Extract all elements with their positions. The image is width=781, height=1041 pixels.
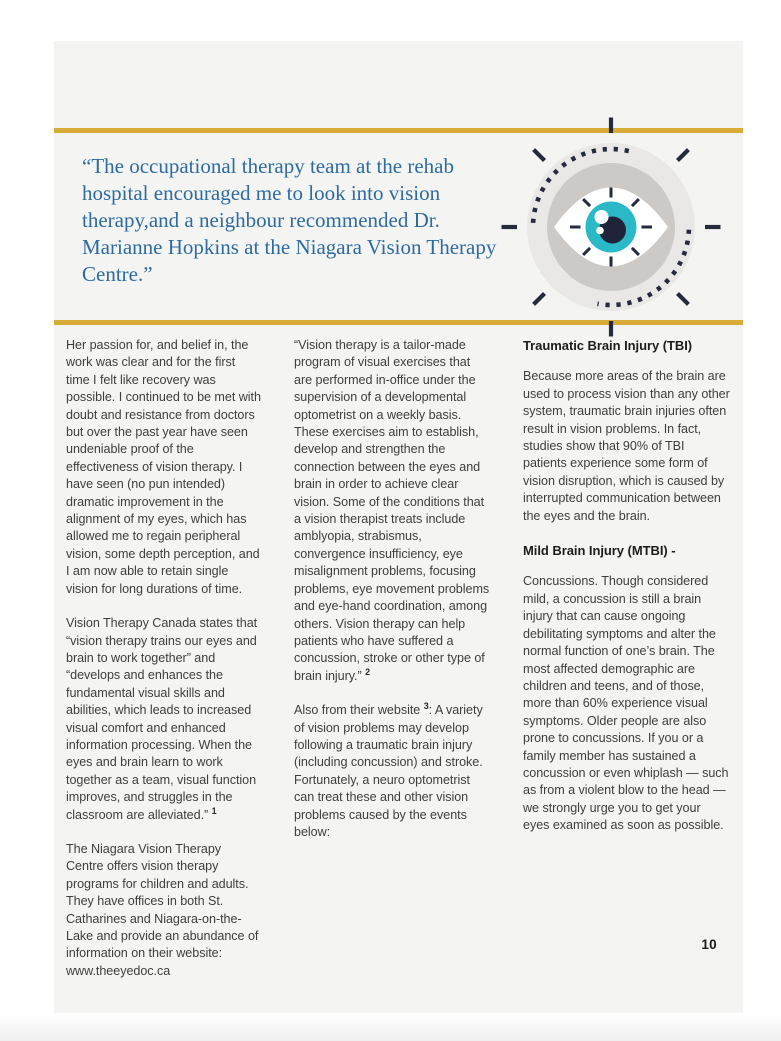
footnote-ref-3: 3 [423, 700, 429, 711]
paragraph-text: Also from their website [294, 703, 424, 718]
page-number: 10 [701, 937, 717, 952]
column-3 [523, 337, 730, 997]
page-bottom-shadow [0, 1015, 781, 1041]
paragraph: Concussions. Though considered mild, a concussion is still a brain injury that can cause ongoing debilitating symptoms and alter the normal function of one’s brain. The most affected demographic are children and teens, and of those, more than 60% experience visual symptoms. Older people are also prone to concussions. If you or a family member has sustained a concussion or even whiplash — such as from a violent blow to the head — we strongly urge you to get your eyes examined as soon as possible. [523, 574, 729, 833]
footnote-ref-1: 1 [211, 805, 217, 816]
paragraph: Because more areas of the brain are used to process vision than any other system, traumatic brain injuries often result in vision problems. In fact, studies show that 90% of TBI patients experience some form of vision disruption, which is caused by interrupted communication between the eyes and the brain. [523, 369, 730, 523]
paragraph: Her passion for, and belief in, the work was clear and for the first time I felt like recovery was possible. I continued to be met with doubt and resistance from doctors but over the past year have seen undeniable proof of the effectiveness of vision therapy. I have seen (no pun intended) dramatic improvement in the alignment of my eyes, which has allowed me to regain peripheral vision, some depth perception, and I am now able to retain single vision for long durations of time. [66, 338, 261, 596]
pull-quote: “The occupational therapy team at the rehab hospital encouraged me to look into vision therapy,and a neighbour recommended Dr. Marianne Hopkins at the Niagara Vision Therapy Centre.” [82, 154, 497, 286]
column-1 [66, 337, 261, 997]
footnote-ref-2: 2 [365, 666, 371, 677]
eye-icon [496, 112, 726, 342]
column-2 [294, 337, 490, 997]
paragraph-text: : A variety of vision problems may develop following a traumatic brain injury (including concussion) and stroke. Fortunately, a neuro optometrist can treat these and other vision problems caused by the events below: [294, 703, 483, 839]
heading-tbi: Traumatic Brain Injury (TBI) [523, 338, 693, 353]
article-columns [66, 337, 730, 997]
article-page-card [54, 41, 743, 1013]
paragraph: The Niagara Vision Therapy Centre offers vision therapy programs for children and adults. They have offices in both St. Catharines and Niagara-on-the-Lake and provide an abundance of information on their website: www.theeyedoc.ca [66, 841, 259, 978]
heading-mtbi: Mild Brain Injury (MTBI) - [523, 543, 676, 559]
paragraph [294, 702, 490, 841]
paragraph-text: Vision Therapy Canada states that “vision therapy trains our eyes and brain to work together” and “develops and enhances the fundamental visual skills and abilities, which leads to increased visual comfort and enhanced information processing. When the eyes and brain learn to work together as a team, visual function improves, and struggles in the classroom are alleviated.” [66, 616, 258, 822]
paragraph-text: “Vision therapy is a tailor-made program of visual exercises that are performed in-office under the supervision of a developmental optometrist on a weekly basis. These exercises aim to establish, develop and strengthen the connection between the eyes and brain in order to achieve clear vision. Some of the conditions that a vision therapist treats include amblyopia, strabismus, convergence insufficiency, eye misalignment problems, focusing problems, eye movement problems and eye-hand coordination, among others. Vision therapy can help patients who have suffered a concussion, stroke or other type of brain injury.” [294, 338, 490, 683]
eye-illustration [496, 112, 726, 342]
paragraph [66, 615, 261, 824]
paragraph [294, 337, 490, 685]
